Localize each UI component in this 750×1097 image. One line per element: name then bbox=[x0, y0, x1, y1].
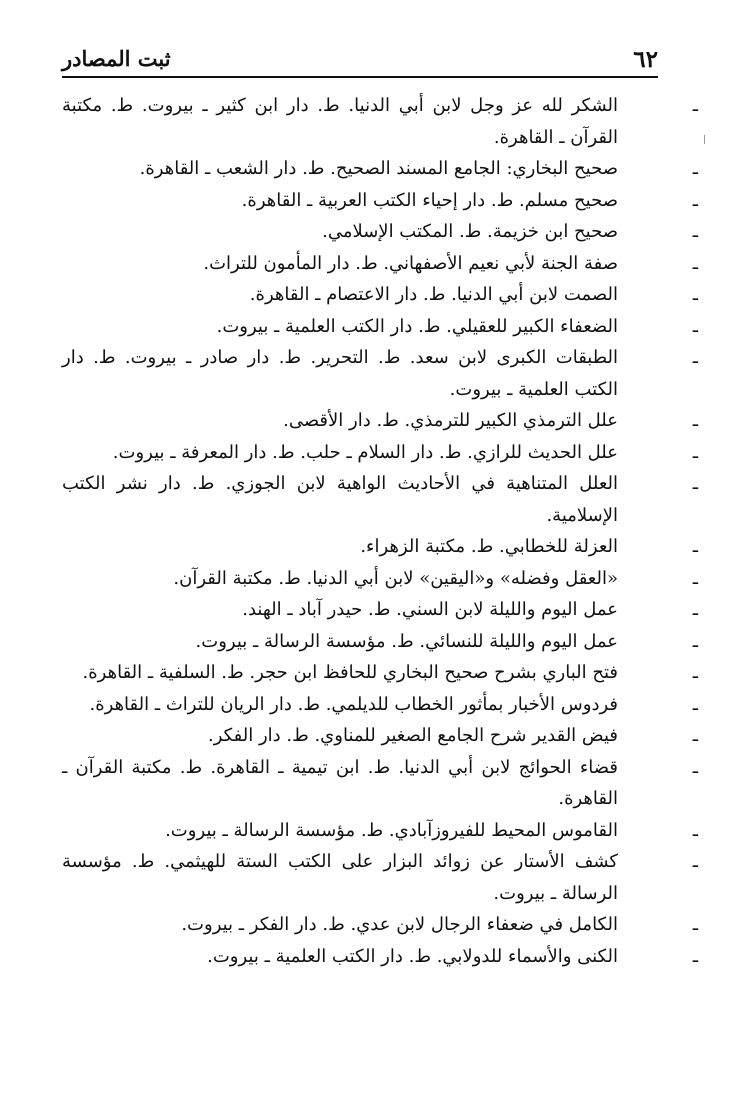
bibliography-entry bbox=[62, 90, 698, 153]
bibliography-entry bbox=[62, 216, 698, 248]
entry-dash: ـ bbox=[692, 252, 698, 274]
bibliography-entry bbox=[62, 405, 698, 437]
bibliography-entry bbox=[62, 311, 698, 343]
entry-text: فردوس الأخبار بمأثور الخطاب للديلمي. ط. دار الريان للتراث ـ القاهرة. bbox=[89, 693, 618, 715]
entry-text: عمل اليوم والليلة للنسائي. ط. مؤسسة الرسالة ـ بيروت. bbox=[195, 630, 618, 652]
entry-dash: ـ bbox=[692, 441, 698, 463]
running-title: ثبت المصادر bbox=[62, 46, 171, 71]
entry-dash: ـ bbox=[692, 189, 698, 211]
entry-dash: ـ bbox=[692, 95, 698, 116]
bibliography-entry bbox=[62, 909, 698, 941]
entry-dash: ـ bbox=[692, 158, 698, 179]
bibliography-entry bbox=[62, 941, 698, 973]
entry-text: الكنى والأسماء للدولابي. ط. دار الكتب العلمية ـ بيروت. bbox=[207, 945, 618, 967]
bibliography-entry bbox=[62, 437, 698, 469]
entry-text: الكامل في ضعفاء الرجال لابن عدي. ط. دار الفكر ـ بيروت. bbox=[181, 914, 618, 935]
entry-dash: ـ bbox=[692, 630, 698, 652]
entry-text: عمل اليوم والليلة لابن السني. ط. حيدر آباد ـ الهند. bbox=[242, 599, 618, 620]
entry-dash: ـ bbox=[692, 410, 698, 431]
bibliography-entry bbox=[62, 563, 698, 595]
bibliography-entry bbox=[62, 846, 698, 909]
entry-dash: ـ bbox=[692, 567, 698, 589]
entry-text: الضعفاء الكبير للعقيلي. ط. دار الكتب العلمية ـ بيروت. bbox=[216, 315, 618, 337]
bibliography-entry bbox=[62, 531, 698, 563]
entry-text: «العقل وفضله» و«اليقين» لابن أبي الدنيا. ط. مكتبة القرآن. bbox=[173, 567, 618, 589]
entry-text: صحيح مسلم. ط. دار إحياء الكتب العربية ـ القاهرة. bbox=[241, 189, 618, 211]
bibliography-entry bbox=[62, 689, 698, 721]
entry-text: الطبقات الكبرى لابن سعد. ط. التحرير. ط. دار صادر ـ بيروت. ط. دار الكتب العلمية ـ بيروت. bbox=[62, 347, 618, 400]
entry-text: علل الترمذي الكبير للترمذي. ط. دار الأقصى. bbox=[283, 410, 618, 431]
entry-dash: ـ bbox=[692, 315, 698, 337]
entry-dash: ـ bbox=[692, 819, 698, 841]
entry-dash: ـ bbox=[692, 725, 698, 746]
bibliography-entry bbox=[62, 468, 698, 531]
entry-text: علل الحديث للرازي. ط. دار السلام ـ حلب. ط. دار المعرفة ـ بيروت. bbox=[112, 441, 618, 463]
entry-dash: ـ bbox=[692, 473, 698, 494]
bibliography-entry bbox=[62, 752, 698, 815]
entry-dash: ـ bbox=[692, 756, 698, 778]
entry-text: قضاء الحوائج لابن أبي الدنيا. ط. ابن تيمية ـ القاهرة. ط. مكتبة القرآن ـ القاهرة. bbox=[62, 756, 618, 809]
entry-text: صفة الجنة لأبي نعيم الأصفهاني. ط. دار المأمون للتراث. bbox=[203, 252, 618, 274]
entry-dash: ـ bbox=[692, 536, 698, 557]
entry-dash: ـ bbox=[692, 599, 698, 620]
entry-dash: ـ bbox=[692, 221, 698, 242]
bibliography-entry bbox=[62, 720, 698, 752]
bibliography-entry bbox=[62, 185, 698, 217]
margin-mark bbox=[704, 135, 705, 144]
entry-text: الشكر لله عز وجل لابن أبي الدنيا. ط. دار ابن كثير ـ بيروت. ط. مكتبة القرآن ـ القاهرة. bbox=[62, 95, 618, 148]
entry-text: كشف الأستار عن زوائد البزار على الكتب الستة للهيثمي. ط. مؤسسة الرسالة ـ بيروت. bbox=[62, 851, 618, 904]
entry-dash: ـ bbox=[692, 284, 698, 305]
bibliography-entry bbox=[62, 153, 698, 185]
bibliography-entry bbox=[62, 815, 698, 847]
entry-text: فيض القدير شرح الجامع الصغير للمناوي. ط. دار الفكر. bbox=[208, 725, 618, 746]
bibliography-entry bbox=[62, 279, 698, 311]
entry-text: صحيح ابن خزيمة. ط. المكتب الإسلامي. bbox=[322, 221, 618, 242]
entry-dash: ـ bbox=[692, 662, 698, 683]
page-header bbox=[62, 44, 658, 78]
entry-text: صحيح البخاري: الجامع المسند الصحيح. ط. دار الشعب ـ القاهرة. bbox=[139, 158, 618, 179]
entry-text: فتح الباري بشرح صحيح البخاري للحافظ ابن حجر. ط. السلفية ـ القاهرة. bbox=[82, 662, 618, 683]
entry-text: العلل المتناهية في الأحاديث الواهية لابن الجوزي. ط. دار نشر الكتب الإسلامية. bbox=[62, 473, 618, 526]
entry-dash: ـ bbox=[692, 347, 698, 368]
bibliography-entry bbox=[62, 657, 698, 689]
entry-dash: ـ bbox=[692, 851, 698, 872]
entry-dash: ـ bbox=[692, 914, 698, 935]
bibliography-entry bbox=[62, 626, 698, 658]
entry-text: العزلة للخطابي. ط. مكتبة الزهراء. bbox=[360, 536, 618, 557]
bibliography-entry bbox=[62, 342, 698, 405]
page-number: ٦٢ bbox=[633, 46, 658, 73]
entry-dash: ـ bbox=[692, 945, 698, 967]
entry-text: الصمت لابن أبي الدنيا. ط. دار الاعتصام ـ القاهرة. bbox=[249, 284, 618, 305]
bibliography-list bbox=[62, 90, 698, 972]
bibliography-entry bbox=[62, 248, 698, 280]
entry-dash: ـ bbox=[692, 693, 698, 715]
entry-text: القاموس المحيط للفيروزآبادي. ط. مؤسسة الرسالة ـ بيروت. bbox=[165, 819, 618, 841]
bibliography-entry bbox=[62, 594, 698, 626]
